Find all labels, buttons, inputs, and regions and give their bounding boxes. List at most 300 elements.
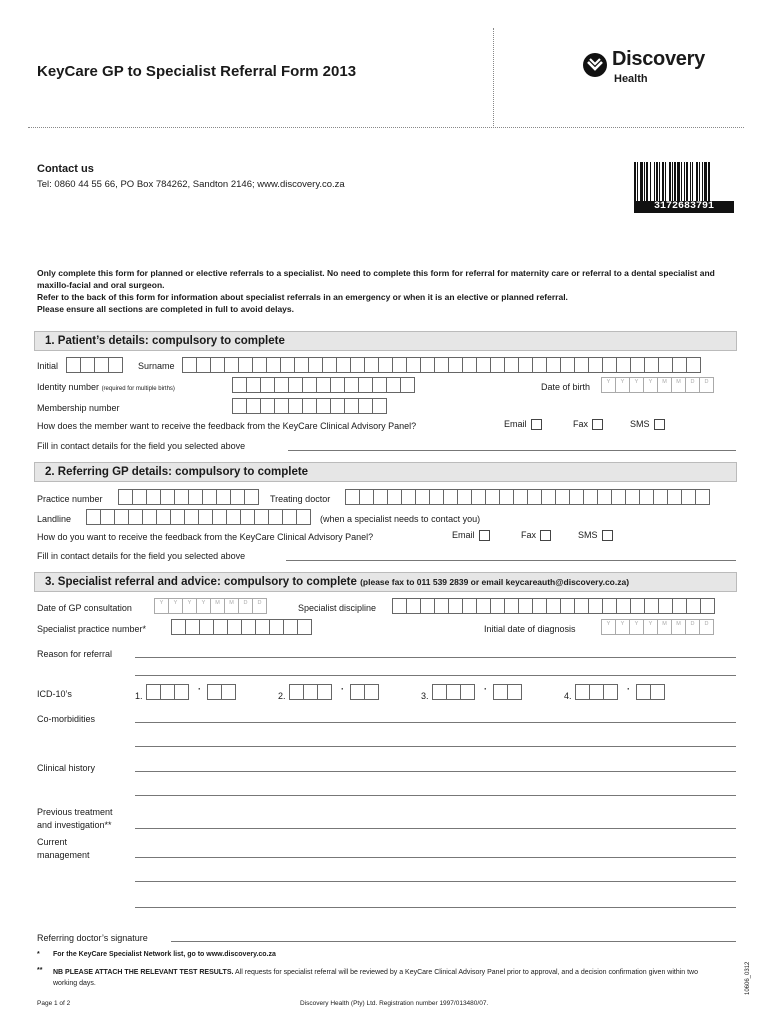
- entry-box[interactable]: [700, 598, 715, 614]
- instruction-line: Please ensure all sections are completed in full to avoid delays.: [37, 304, 294, 314]
- signature-line[interactable]: [171, 941, 736, 942]
- section-3-note: (please fax to 011 539 2839 or email keycareauth@discovery.co.za): [360, 577, 630, 587]
- entry-box[interactable]: [636, 684, 651, 700]
- entry-box[interactable]: [350, 684, 365, 700]
- entry-box[interactable]: [297, 619, 312, 635]
- entry-box[interactable]: [415, 489, 430, 505]
- entry-box[interactable]: [174, 684, 189, 700]
- gp-contact-fill-line[interactable]: [286, 560, 736, 561]
- barcode-bar: [677, 162, 680, 202]
- logo-subtitle: Health: [614, 73, 648, 85]
- entry-box[interactable]: [344, 377, 359, 393]
- icd-number: 3.: [421, 691, 429, 701]
- entry-box[interactable]: [246, 377, 261, 393]
- date-entry-box[interactable]: M: [657, 619, 672, 635]
- gp-sms-checkbox[interactable]: [602, 530, 613, 541]
- entry-box[interactable]: [302, 398, 317, 414]
- barcode-bar: [686, 162, 688, 202]
- entry-box[interactable]: [303, 684, 318, 700]
- entry-box[interactable]: [216, 489, 231, 505]
- barcode-bar: [659, 162, 660, 202]
- surname-boxes[interactable]: [182, 357, 700, 373]
- entry-box[interactable]: [429, 489, 444, 505]
- date-entry-box[interactable]: D: [252, 598, 267, 614]
- entry-box[interactable]: [616, 357, 631, 373]
- entry-box[interactable]: [80, 357, 95, 373]
- entry-box[interactable]: [434, 598, 449, 614]
- entry-box[interactable]: [350, 357, 365, 373]
- membership-boxes[interactable]: [232, 398, 386, 414]
- entry-box[interactable]: [686, 598, 701, 614]
- entry-box[interactable]: [695, 489, 710, 505]
- gp-contact-fill-label: Fill in contact details for the field you selected above: [37, 551, 246, 561]
- entry-box[interactable]: [240, 509, 255, 525]
- entry-box[interactable]: [589, 684, 604, 700]
- contact-details: Tel: 0860 44 55 66, PO Box 784262, Sandton 2146; www.discovery.co.za: [37, 179, 345, 190]
- entry-box[interactable]: [146, 489, 161, 505]
- entry-box[interactable]: [448, 357, 463, 373]
- entry-box[interactable]: [532, 357, 547, 373]
- barcode-bar: [696, 162, 698, 202]
- entry-box[interactable]: [574, 598, 589, 614]
- entry-box[interactable]: [244, 489, 259, 505]
- icd-number: 1.: [135, 691, 143, 701]
- email-checkbox[interactable]: [531, 419, 542, 430]
- entry-box[interactable]: [114, 509, 129, 525]
- entry-box[interactable]: [232, 377, 247, 393]
- entry-box[interactable]: [94, 357, 109, 373]
- entry-box[interactable]: [386, 377, 401, 393]
- current-management-line-3[interactable]: [135, 907, 736, 908]
- date-entry-box[interactable]: Y: [643, 377, 658, 393]
- gp-fax-checkbox[interactable]: [540, 530, 551, 541]
- entry-box[interactable]: [274, 398, 289, 414]
- entry-box[interactable]: [448, 598, 463, 614]
- entry-box[interactable]: [616, 598, 631, 614]
- entry-box[interactable]: [420, 598, 435, 614]
- dob-label: Date of birth: [541, 382, 591, 392]
- entry-box[interactable]: [308, 357, 323, 373]
- entry-box[interactable]: [504, 598, 519, 614]
- entry-box[interactable]: [401, 489, 416, 505]
- gp-fax-option: [521, 530, 551, 541]
- entry-box[interactable]: [199, 619, 214, 635]
- entry-box[interactable]: [171, 619, 186, 635]
- contact-fill-line[interactable]: [288, 450, 736, 451]
- entry-box[interactable]: [302, 377, 317, 393]
- entry-box[interactable]: [602, 598, 617, 614]
- icd-2-sub-boxes[interactable]: [350, 684, 378, 700]
- entry-box[interactable]: [241, 619, 256, 635]
- entry-box[interactable]: [128, 509, 143, 525]
- gp-consult-date-label: Date of GP consultation: [37, 603, 132, 613]
- gp-sms-label: SMS: [578, 530, 598, 540]
- entry-box[interactable]: [476, 598, 491, 614]
- entry-box[interactable]: [373, 489, 388, 505]
- entry-box[interactable]: [471, 489, 486, 505]
- logo-wordmark: Discovery: [612, 48, 705, 70]
- entry-box[interactable]: [541, 489, 556, 505]
- specialist-practice-label: Specialist practice number*: [37, 624, 147, 634]
- dob-boxes[interactable]: [601, 377, 713, 393]
- date-entry-box[interactable]: M: [224, 598, 239, 614]
- entry-box[interactable]: [493, 684, 508, 700]
- section-3-title: 3. Specialist referral and advice: compulsory to complete: [45, 576, 357, 588]
- icd-1-main-boxes[interactable]: [146, 684, 188, 700]
- icd-3-main-boxes[interactable]: [432, 684, 474, 700]
- entry-box[interactable]: [460, 684, 475, 700]
- section-1-header: 1. Patient’s details: compulsory to complete: [34, 331, 737, 351]
- entry-box[interactable]: [546, 598, 561, 614]
- reason-line-2[interactable]: [135, 675, 736, 676]
- entry-box[interactable]: [184, 509, 199, 525]
- entry-box[interactable]: [288, 398, 303, 414]
- entry-box[interactable]: [434, 357, 449, 373]
- icd-3-sub-boxes[interactable]: [493, 684, 521, 700]
- entry-box[interactable]: [280, 357, 295, 373]
- entry-box[interactable]: [658, 598, 673, 614]
- entry-box[interactable]: [345, 489, 360, 505]
- footnote-2-text: All requests for specialist referral will be reviewed by a KeyCare Clinical Advisory Panel prior to approval, and a decision confirmation given within two working days.: [53, 969, 699, 987]
- gp-sms-option: [578, 530, 613, 541]
- entry-box[interactable]: [330, 377, 345, 393]
- fold-line-vertical: [493, 28, 494, 126]
- date-entry-box[interactable]: Y: [629, 619, 644, 635]
- date-entry-box[interactable]: D: [238, 598, 253, 614]
- entry-box[interactable]: [372, 377, 387, 393]
- diagnosis-date-boxes[interactable]: [601, 619, 713, 635]
- entry-box[interactable]: [644, 357, 659, 373]
- comorbidities-line-2[interactable]: [135, 746, 736, 747]
- discovery-diamond-icon: [582, 52, 608, 78]
- date-entry-box[interactable]: Y: [615, 619, 630, 635]
- entry-box[interactable]: [588, 357, 603, 373]
- barcode-bar: [637, 162, 638, 202]
- barcode-bar: [650, 162, 651, 202]
- section-3-header: [34, 572, 737, 592]
- fax-checkbox[interactable]: [592, 419, 603, 430]
- date-entry-box[interactable]: D: [699, 377, 714, 393]
- entry-box[interactable]: [196, 357, 211, 373]
- entry-box[interactable]: [527, 489, 542, 505]
- specialist-discipline-boxes[interactable]: [392, 598, 714, 614]
- icd-dot: ·: [341, 684, 344, 694]
- date-entry-box[interactable]: Y: [601, 377, 616, 393]
- footnote-1-mark: *: [37, 951, 40, 958]
- entry-box[interactable]: [387, 489, 402, 505]
- entry-box[interactable]: [227, 619, 242, 635]
- previous-treatment-line[interactable]: [135, 828, 736, 829]
- entry-box[interactable]: [108, 357, 123, 373]
- barcode-bar: [672, 162, 673, 202]
- entry-box[interactable]: [146, 684, 161, 700]
- entry-box[interactable]: [185, 619, 200, 635]
- id-number-label: [37, 382, 175, 392]
- entry-box[interactable]: [268, 509, 283, 525]
- date-entry-box[interactable]: Y: [154, 598, 169, 614]
- icd-dot: ·: [198, 684, 201, 694]
- entry-box[interactable]: [358, 377, 373, 393]
- entry-box[interactable]: [246, 398, 261, 414]
- entry-box[interactable]: [358, 398, 373, 414]
- icd-number: 4.: [564, 691, 572, 701]
- entry-box[interactable]: [462, 357, 477, 373]
- icd-4-sub-boxes[interactable]: [636, 684, 664, 700]
- landline-note: (when a specialist needs to contact you): [320, 514, 481, 524]
- entry-box[interactable]: [518, 357, 533, 373]
- entry-box[interactable]: [569, 489, 584, 505]
- clinical-history-line-1[interactable]: [135, 771, 736, 772]
- entry-box[interactable]: [597, 489, 612, 505]
- entry-box[interactable]: [317, 684, 332, 700]
- current-management-line-2[interactable]: [135, 881, 736, 882]
- entry-box[interactable]: [118, 489, 133, 505]
- fax-label: Fax: [573, 419, 589, 429]
- date-entry-box[interactable]: Y: [629, 377, 644, 393]
- date-entry-box[interactable]: D: [685, 619, 700, 635]
- entry-box[interactable]: [230, 489, 245, 505]
- entry-box[interactable]: [630, 357, 645, 373]
- entry-box[interactable]: [672, 598, 687, 614]
- barcode-bar: [646, 162, 648, 202]
- sms-checkbox[interactable]: [654, 419, 665, 430]
- date-entry-box[interactable]: Y: [196, 598, 211, 614]
- entry-box[interactable]: [490, 357, 505, 373]
- entry-box[interactable]: [288, 377, 303, 393]
- entry-box[interactable]: [513, 489, 528, 505]
- entry-box[interactable]: [462, 598, 477, 614]
- entry-box[interactable]: [296, 509, 311, 525]
- icd-2-main-boxes[interactable]: [289, 684, 331, 700]
- date-entry-box[interactable]: M: [210, 598, 225, 614]
- entry-box[interactable]: [672, 357, 687, 373]
- entry-box[interactable]: [532, 598, 547, 614]
- entry-box[interactable]: [667, 489, 682, 505]
- treating-doctor-boxes[interactable]: [345, 489, 709, 505]
- entry-box[interactable]: [207, 684, 222, 700]
- icd-number: 2.: [278, 691, 286, 701]
- entry-box[interactable]: [266, 357, 281, 373]
- barcode-bar: [662, 162, 664, 202]
- entry-box[interactable]: [392, 598, 407, 614]
- entry-box[interactable]: [485, 489, 500, 505]
- gp-email-checkbox[interactable]: [479, 530, 490, 541]
- entry-box[interactable]: [274, 377, 289, 393]
- entry-box[interactable]: [457, 489, 472, 505]
- entry-box[interactable]: [555, 489, 570, 505]
- entry-box[interactable]: [575, 684, 590, 700]
- entry-box[interactable]: [330, 398, 345, 414]
- fold-line-horizontal: [28, 127, 744, 128]
- entry-box[interactable]: [625, 489, 640, 505]
- barcode-bar: [704, 162, 707, 202]
- entry-box[interactable]: [322, 357, 337, 373]
- entry-box[interactable]: [156, 509, 171, 525]
- entry-box[interactable]: [630, 598, 645, 614]
- current-management-label: Current: [37, 837, 68, 847]
- entry-box[interactable]: [372, 398, 387, 414]
- id-number-text: Identity number: [37, 382, 100, 392]
- barcode-number: 3172683791: [634, 201, 734, 213]
- entry-box[interactable]: [260, 398, 275, 414]
- reason-label: Reason for referral: [37, 649, 113, 659]
- entry-box[interactable]: [359, 489, 374, 505]
- entry-box[interactable]: [560, 357, 575, 373]
- entry-box[interactable]: [476, 357, 491, 373]
- entry-box[interactable]: [546, 357, 561, 373]
- instruction-line: Only complete this form for planned or elective referrals to a specialist. No need to complete this form for referral for maternity care or referral to a dental specialist and maxillo-facial and oral surgeon.: [37, 268, 715, 290]
- entry-box[interactable]: [507, 684, 522, 700]
- entry-box[interactable]: [170, 509, 185, 525]
- entry-box[interactable]: [255, 619, 270, 635]
- entry-box[interactable]: [432, 684, 447, 700]
- entry-box[interactable]: [406, 598, 421, 614]
- barcode-bar: [684, 162, 685, 202]
- entry-box[interactable]: [182, 357, 197, 373]
- entry-box[interactable]: [406, 357, 421, 373]
- entry-box[interactable]: [364, 684, 379, 700]
- instruction-line: Refer to the back of this form for information about specialist referrals in an emergency or when it is an elective or planned referral.: [37, 292, 568, 302]
- entry-box[interactable]: [232, 398, 247, 414]
- entry-box[interactable]: [283, 619, 298, 635]
- entry-box[interactable]: [639, 489, 654, 505]
- entry-box[interactable]: [400, 377, 415, 393]
- date-entry-box[interactable]: Y: [168, 598, 183, 614]
- id-number-boxes[interactable]: [232, 377, 414, 393]
- entry-box[interactable]: [490, 598, 505, 614]
- entry-box[interactable]: [132, 489, 147, 505]
- entry-box[interactable]: [289, 684, 304, 700]
- practice-number-label: Practice number: [37, 494, 103, 504]
- date-entry-box[interactable]: M: [671, 377, 686, 393]
- initial-label: Initial: [37, 361, 59, 371]
- barcode-bar: [699, 162, 700, 202]
- entry-box[interactable]: [260, 377, 275, 393]
- date-entry-box[interactable]: M: [671, 619, 686, 635]
- entry-box[interactable]: [269, 619, 284, 635]
- clinical-history-line-2[interactable]: [135, 795, 736, 796]
- entry-box[interactable]: [653, 489, 668, 505]
- icd-4-main-boxes[interactable]: [575, 684, 617, 700]
- entry-box[interactable]: [86, 509, 101, 525]
- date-entry-box[interactable]: Y: [601, 619, 616, 635]
- entry-box[interactable]: [252, 357, 267, 373]
- clinical-history-label: Clinical history: [37, 763, 96, 773]
- practice-number-boxes[interactable]: [118, 489, 258, 505]
- entry-box[interactable]: [160, 489, 175, 505]
- gp-consult-date-boxes[interactable]: [154, 598, 266, 614]
- date-entry-box[interactable]: D: [699, 619, 714, 635]
- entry-box[interactable]: [174, 489, 189, 505]
- entry-box[interactable]: [142, 509, 157, 525]
- entry-box[interactable]: [282, 509, 297, 525]
- landline-boxes[interactable]: [86, 509, 310, 525]
- entry-box[interactable]: [160, 684, 175, 700]
- current-management-line-1[interactable]: [135, 857, 736, 858]
- diagnosis-date-label: Initial date of diagnosis: [484, 624, 576, 634]
- specialist-practice-boxes[interactable]: [171, 619, 311, 635]
- entry-box[interactable]: [603, 684, 618, 700]
- entry-box[interactable]: [686, 357, 701, 373]
- entry-box[interactable]: [210, 357, 225, 373]
- barcode-bar: [692, 162, 693, 202]
- entry-box[interactable]: [611, 489, 626, 505]
- entry-box[interactable]: [392, 357, 407, 373]
- entry-box[interactable]: [344, 398, 359, 414]
- entry-box[interactable]: [238, 357, 253, 373]
- treating-doctor-label: Treating doctor: [270, 494, 331, 504]
- date-entry-box[interactable]: Y: [643, 619, 658, 635]
- email-label: Email: [504, 419, 527, 429]
- entry-box[interactable]: [224, 357, 239, 373]
- entry-box[interactable]: [198, 509, 213, 525]
- entry-box[interactable]: [443, 489, 458, 505]
- entry-box[interactable]: [583, 489, 598, 505]
- entry-box[interactable]: [202, 489, 217, 505]
- entry-box[interactable]: [650, 684, 665, 700]
- entry-box[interactable]: [213, 619, 228, 635]
- entry-box[interactable]: [316, 398, 331, 414]
- entry-box[interactable]: [212, 509, 227, 525]
- entry-box[interactable]: [254, 509, 269, 525]
- entry-box[interactable]: [364, 357, 379, 373]
- entry-box[interactable]: [499, 489, 514, 505]
- entry-box[interactable]: [644, 598, 659, 614]
- date-entry-box[interactable]: Y: [615, 377, 630, 393]
- entry-box[interactable]: [560, 598, 575, 614]
- comorbidities-line-1[interactable]: [135, 722, 736, 723]
- entry-box[interactable]: [681, 489, 696, 505]
- entry-box[interactable]: [226, 509, 241, 525]
- entry-box[interactable]: [602, 357, 617, 373]
- entry-box[interactable]: [518, 598, 533, 614]
- barcode-bar: [674, 162, 676, 202]
- entry-box[interactable]: [588, 598, 603, 614]
- barcode-bar: [665, 162, 666, 202]
- entry-box[interactable]: [336, 357, 351, 373]
- entry-box[interactable]: [420, 357, 435, 373]
- entry-box[interactable]: [66, 357, 81, 373]
- entry-box[interactable]: [188, 489, 203, 505]
- entry-box[interactable]: [316, 377, 331, 393]
- date-entry-box[interactable]: D: [685, 377, 700, 393]
- gp-email-option: [452, 530, 490, 541]
- barcode-bar: [669, 162, 671, 202]
- entry-box[interactable]: [504, 357, 519, 373]
- entry-box[interactable]: [378, 357, 393, 373]
- signature-label: Referring doctor’s signature: [37, 933, 148, 943]
- initial-boxes[interactable]: [66, 357, 122, 373]
- reason-line-1[interactable]: [135, 657, 736, 658]
- date-entry-box[interactable]: M: [657, 377, 672, 393]
- barcode-bar: [654, 162, 655, 202]
- membership-label: Membership number: [37, 403, 120, 413]
- barcode-bar: [640, 162, 643, 202]
- barcode-bar: [708, 162, 710, 202]
- entry-box[interactable]: [658, 357, 673, 373]
- footnote-2-mark: **: [37, 967, 43, 974]
- gp-fax-label: Fax: [521, 530, 537, 540]
- entry-box[interactable]: [221, 684, 236, 700]
- icd-1-sub-boxes[interactable]: [207, 684, 235, 700]
- instructions: [37, 267, 737, 315]
- entry-box[interactable]: [100, 509, 115, 525]
- entry-box[interactable]: [294, 357, 309, 373]
- date-entry-box[interactable]: Y: [182, 598, 197, 614]
- entry-box[interactable]: [446, 684, 461, 700]
- gp-feedback-question: How do you want to receive the feedback from the KeyCare Clinical Advisory Panel?: [37, 532, 374, 542]
- entry-box[interactable]: [574, 357, 589, 373]
